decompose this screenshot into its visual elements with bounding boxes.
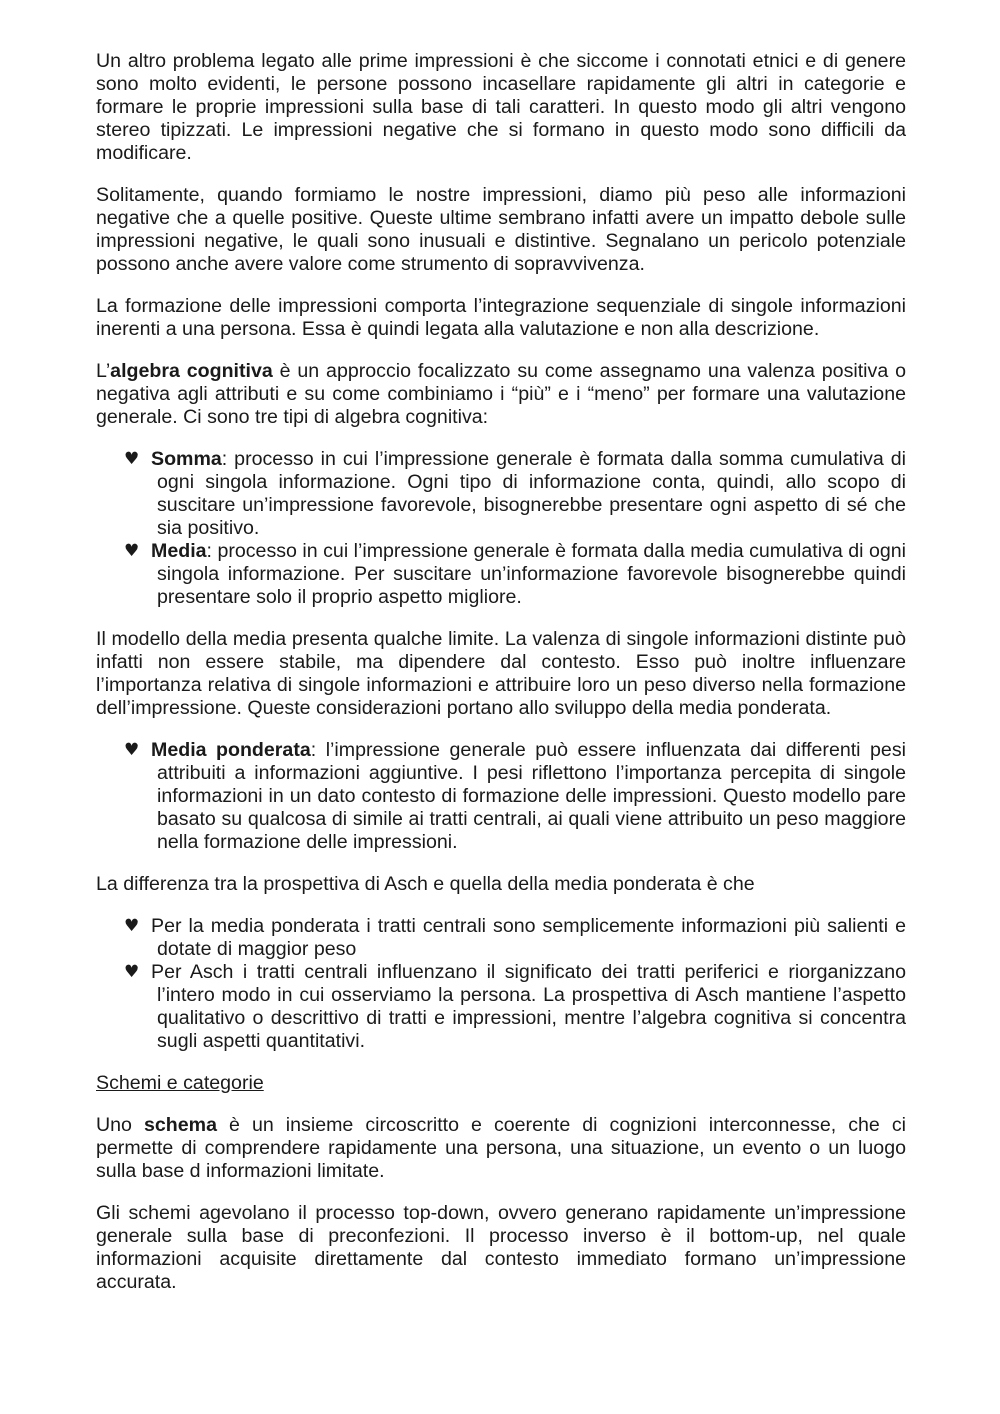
text-run: Uno [96, 1114, 144, 1136]
heart-bullet-icon: ♥ [124, 740, 140, 760]
list-item-weighted-view [124, 915, 906, 961]
paragraph-top-down: Gli schemi agevolano il processo top-down, ovvero generano rapidamente un’impressione generale sulla base di preconfezioni. Il processo inverso è il bottom-up, nel quale informazioni acquisite direttamente dal contesto immediato formano un’impressione accurata. [96, 1202, 906, 1293]
term-schema: schema [144, 1114, 217, 1136]
term-somma: Somma [151, 448, 222, 470]
heart-bullet-icon: ♥ [124, 449, 140, 469]
list-algebra-types [96, 448, 906, 609]
list-item-text [151, 739, 906, 854]
list-item-text [151, 448, 906, 540]
list-item-text: Per Asch i tratti centrali influenzano il significato dei tratti periferici e riorganizzano l’intero modo in cui osserviamo la persona. La prospettiva di Asch mantiene l’aspetto qualitativo o descrittivo di tratti e impressioni, mentre l’algebra cognitiva si concentra sugli aspetti quantitativi. [151, 961, 906, 1052]
paragraph-media-limits: Il modello della media presenta qualche limite. La valenza di singole informazioni distinte può infatti non essere stabile, ma dipendere dal contesto. Esso può inoltre influenzare l’importanza relativa di singole informazioni e attribuire loro un peso diverso nella formazione dell’impressione. Queste considerazioni portano allo sviluppo della media ponderata. [96, 628, 906, 719]
text-run: : l’impressione generale può essere influenzata dai differenti pesi attribuiti a informazioni aggiuntive. I pesi riflettono l’importanza percepita di singole informazioni in un dato contesto di formazione delle impressioni. Questo modello pare basato su qualcosa di simile ai tratti centrali, ai quali viene attribuito un peso maggiore nella formazione delle impressioni. [157, 739, 906, 853]
term-media-ponderata: Media ponderata [151, 739, 311, 761]
paragraph-first-impressions: Un altro problema legato alle prime impressioni è che siccome i connotati etnici e di genere sono molto evidenti, le persone possono incasellare rapidamente gli altri in categorie e formare le proprie impressioni sulla base di tali caratteri. In questo modo gli altri vengono stereo tipizzati. Le impressioni negative che si formano in questo modo sono difficili da modificare. [96, 50, 906, 164]
list-item-media-ponderata [124, 739, 906, 854]
document-page [96, 50, 906, 1313]
list-item-somma [124, 448, 906, 540]
list-item-text: Per la media ponderata i tratti centrali sono semplicemente informazioni più salienti e dotate di maggior peso [151, 915, 906, 960]
paragraph-impression-formation: La formazione delle impressioni comporta l’integrazione sequenziale di singole informazioni inerenti a una persona. Essa è quindi legata alla valutazione e non alla descrizione. [96, 295, 906, 340]
text-run: è un insieme circoscritto e coerente di cognizioni interconnesse, che ci permette di comprendere rapidamente una persona, una situazione, un evento o un luogo sulla base d informazioni limitate. [96, 1114, 907, 1182]
list-asch-comparison [96, 915, 906, 1053]
paragraph-cognitive-algebra [96, 360, 906, 429]
heart-bullet-icon: ♥ [124, 541, 140, 561]
paragraph-negative-information: Solitamente, quando formiamo le nostre impressioni, diamo più peso alle informazioni negative che a quelle positive. Queste ultime sembrano infatti avere un impatto debole sulle impressioni negative, le quali sono inusuali e distintive. Segnalano un pericolo potenziale possono anche avere valore come strumento di sopravvivenza. [96, 184, 906, 275]
paragraph-schema-definition [96, 1114, 906, 1183]
text-run: L’ [96, 360, 111, 382]
paragraph-asch-difference: La differenza tra la prospettiva di Asch e quella della media ponderata è che [96, 873, 755, 895]
text-run: è un approccio focalizzato su come assegnamo una valenza positiva o negativa agli attributi e su come combiniamo i “più” e i “meno” per formare una valutazione generale. Ci sono tre tipi di algebra cognitiva: [96, 360, 906, 428]
list-weighted-average [96, 739, 906, 854]
heart-bullet-icon: ♥ [124, 962, 140, 982]
section-heading-schemi: Schemi e categorie [96, 1072, 264, 1094]
term-cognitive-algebra: algebra cognitiva [110, 360, 273, 382]
text-run: : processo in cui l’impressione generale è formata dalla somma cumulativa di ogni singola informazione. Ogni tipo di informazione conta, quindi, allo scopo di suscitare un’impressione favorevole, bisognerebbe presentare ogni aspetto di sé che sia positivo. [157, 448, 906, 539]
list-item-asch-view [124, 961, 906, 1053]
text-run: : processo in cui l’impressione generale è formata dalla media cumulativa di ogni singola informazione. Per suscitare un’informazione favorevole bisognerebbe quindi presentare solo il proprio aspetto migliore. [157, 540, 906, 608]
list-item-text [151, 540, 906, 609]
term-media: Media [151, 540, 207, 562]
heart-bullet-icon: ♥ [124, 916, 140, 936]
list-item-media [124, 540, 906, 609]
